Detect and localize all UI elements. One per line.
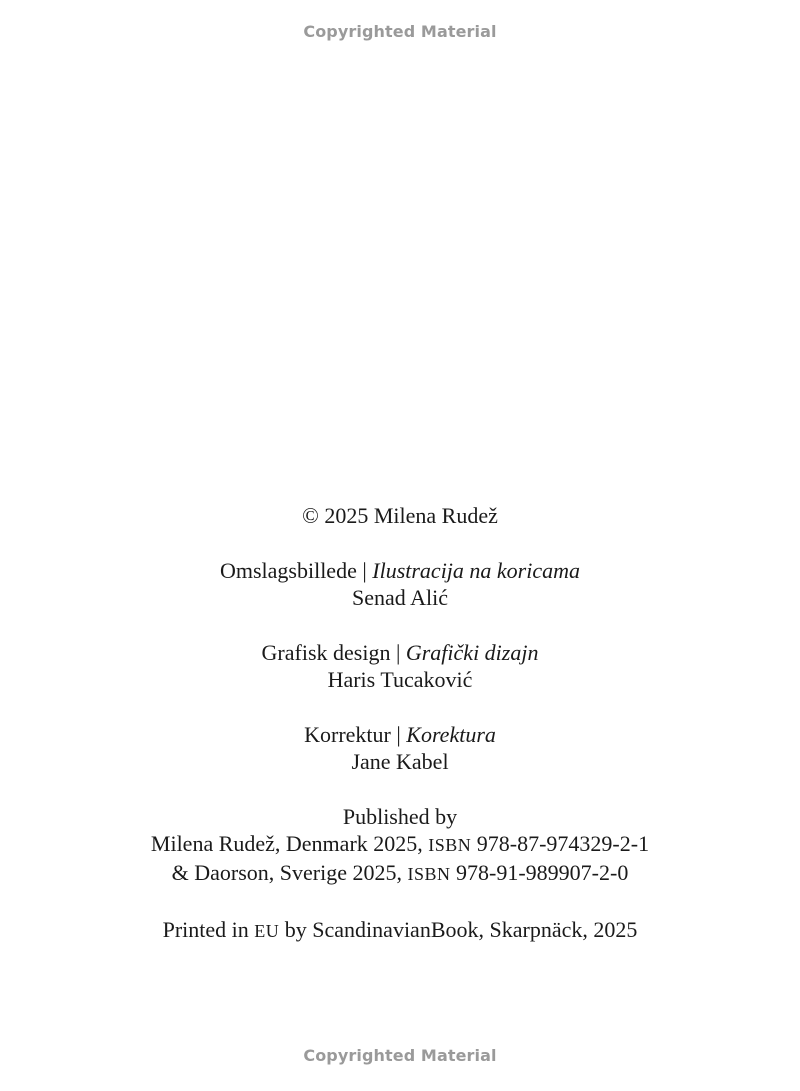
proofreading-role-label: Korrektur (304, 722, 391, 747)
cover-credit-name: Senad Alić (352, 585, 448, 610)
publisher-line-1 (0, 830, 800, 859)
publisher-2-text: & Daorson, Sverige 2025, (171, 860, 408, 885)
watermark-bottom: Copyrighted Material (303, 1046, 497, 1065)
cover-credit (0, 557, 800, 611)
printed-post: by ScandinavianBook, Skarpnäck, 2025 (279, 917, 638, 942)
publisher-2-isbn: 978-91-989907-2-0 (450, 860, 629, 885)
design-role-label: Grafisk design (261, 640, 391, 665)
colophon (0, 502, 800, 945)
printed-region: EU (254, 921, 280, 941)
proofreading-role-label-alt: Korektura (406, 722, 496, 747)
proofreading-credit-role (0, 721, 800, 748)
design-role-label-alt: Grafički dizajn (405, 640, 539, 665)
publisher-1-isbn-label: ISBN (428, 835, 472, 855)
copyright-block (0, 502, 800, 529)
cover-role-label-alt: Ilustracija na koricama (372, 558, 581, 583)
proofreading-role-separator: | (390, 722, 407, 747)
publisher-2-isbn-label: ISBN (407, 864, 451, 884)
proofreading-credit (0, 721, 800, 775)
cover-role-label: Omslagsbillede (219, 558, 357, 583)
watermark-top: Copyrighted Material (303, 22, 497, 41)
design-credit (0, 639, 800, 693)
printed-pre: Printed in (162, 917, 255, 942)
publisher-line-2 (0, 859, 800, 888)
design-credit-role (0, 639, 800, 666)
printed-line (0, 916, 800, 945)
design-credit-name: Haris Tucaković (327, 667, 473, 692)
printed-block (0, 916, 800, 945)
publisher-heading: Published by (342, 804, 458, 829)
publisher-block (0, 803, 800, 888)
cover-role-separator: | (356, 558, 373, 583)
copyright-notice: © 2025 Milena Rudež (302, 503, 498, 528)
design-role-separator: | (390, 640, 406, 665)
publisher-1-text: Milena Rudež, Denmark 2025, (150, 831, 429, 856)
cover-credit-role (0, 557, 800, 584)
publisher-1-isbn: 978-87-974329-2-1 (471, 831, 650, 856)
proofreading-credit-name: Jane Kabel (351, 749, 449, 774)
